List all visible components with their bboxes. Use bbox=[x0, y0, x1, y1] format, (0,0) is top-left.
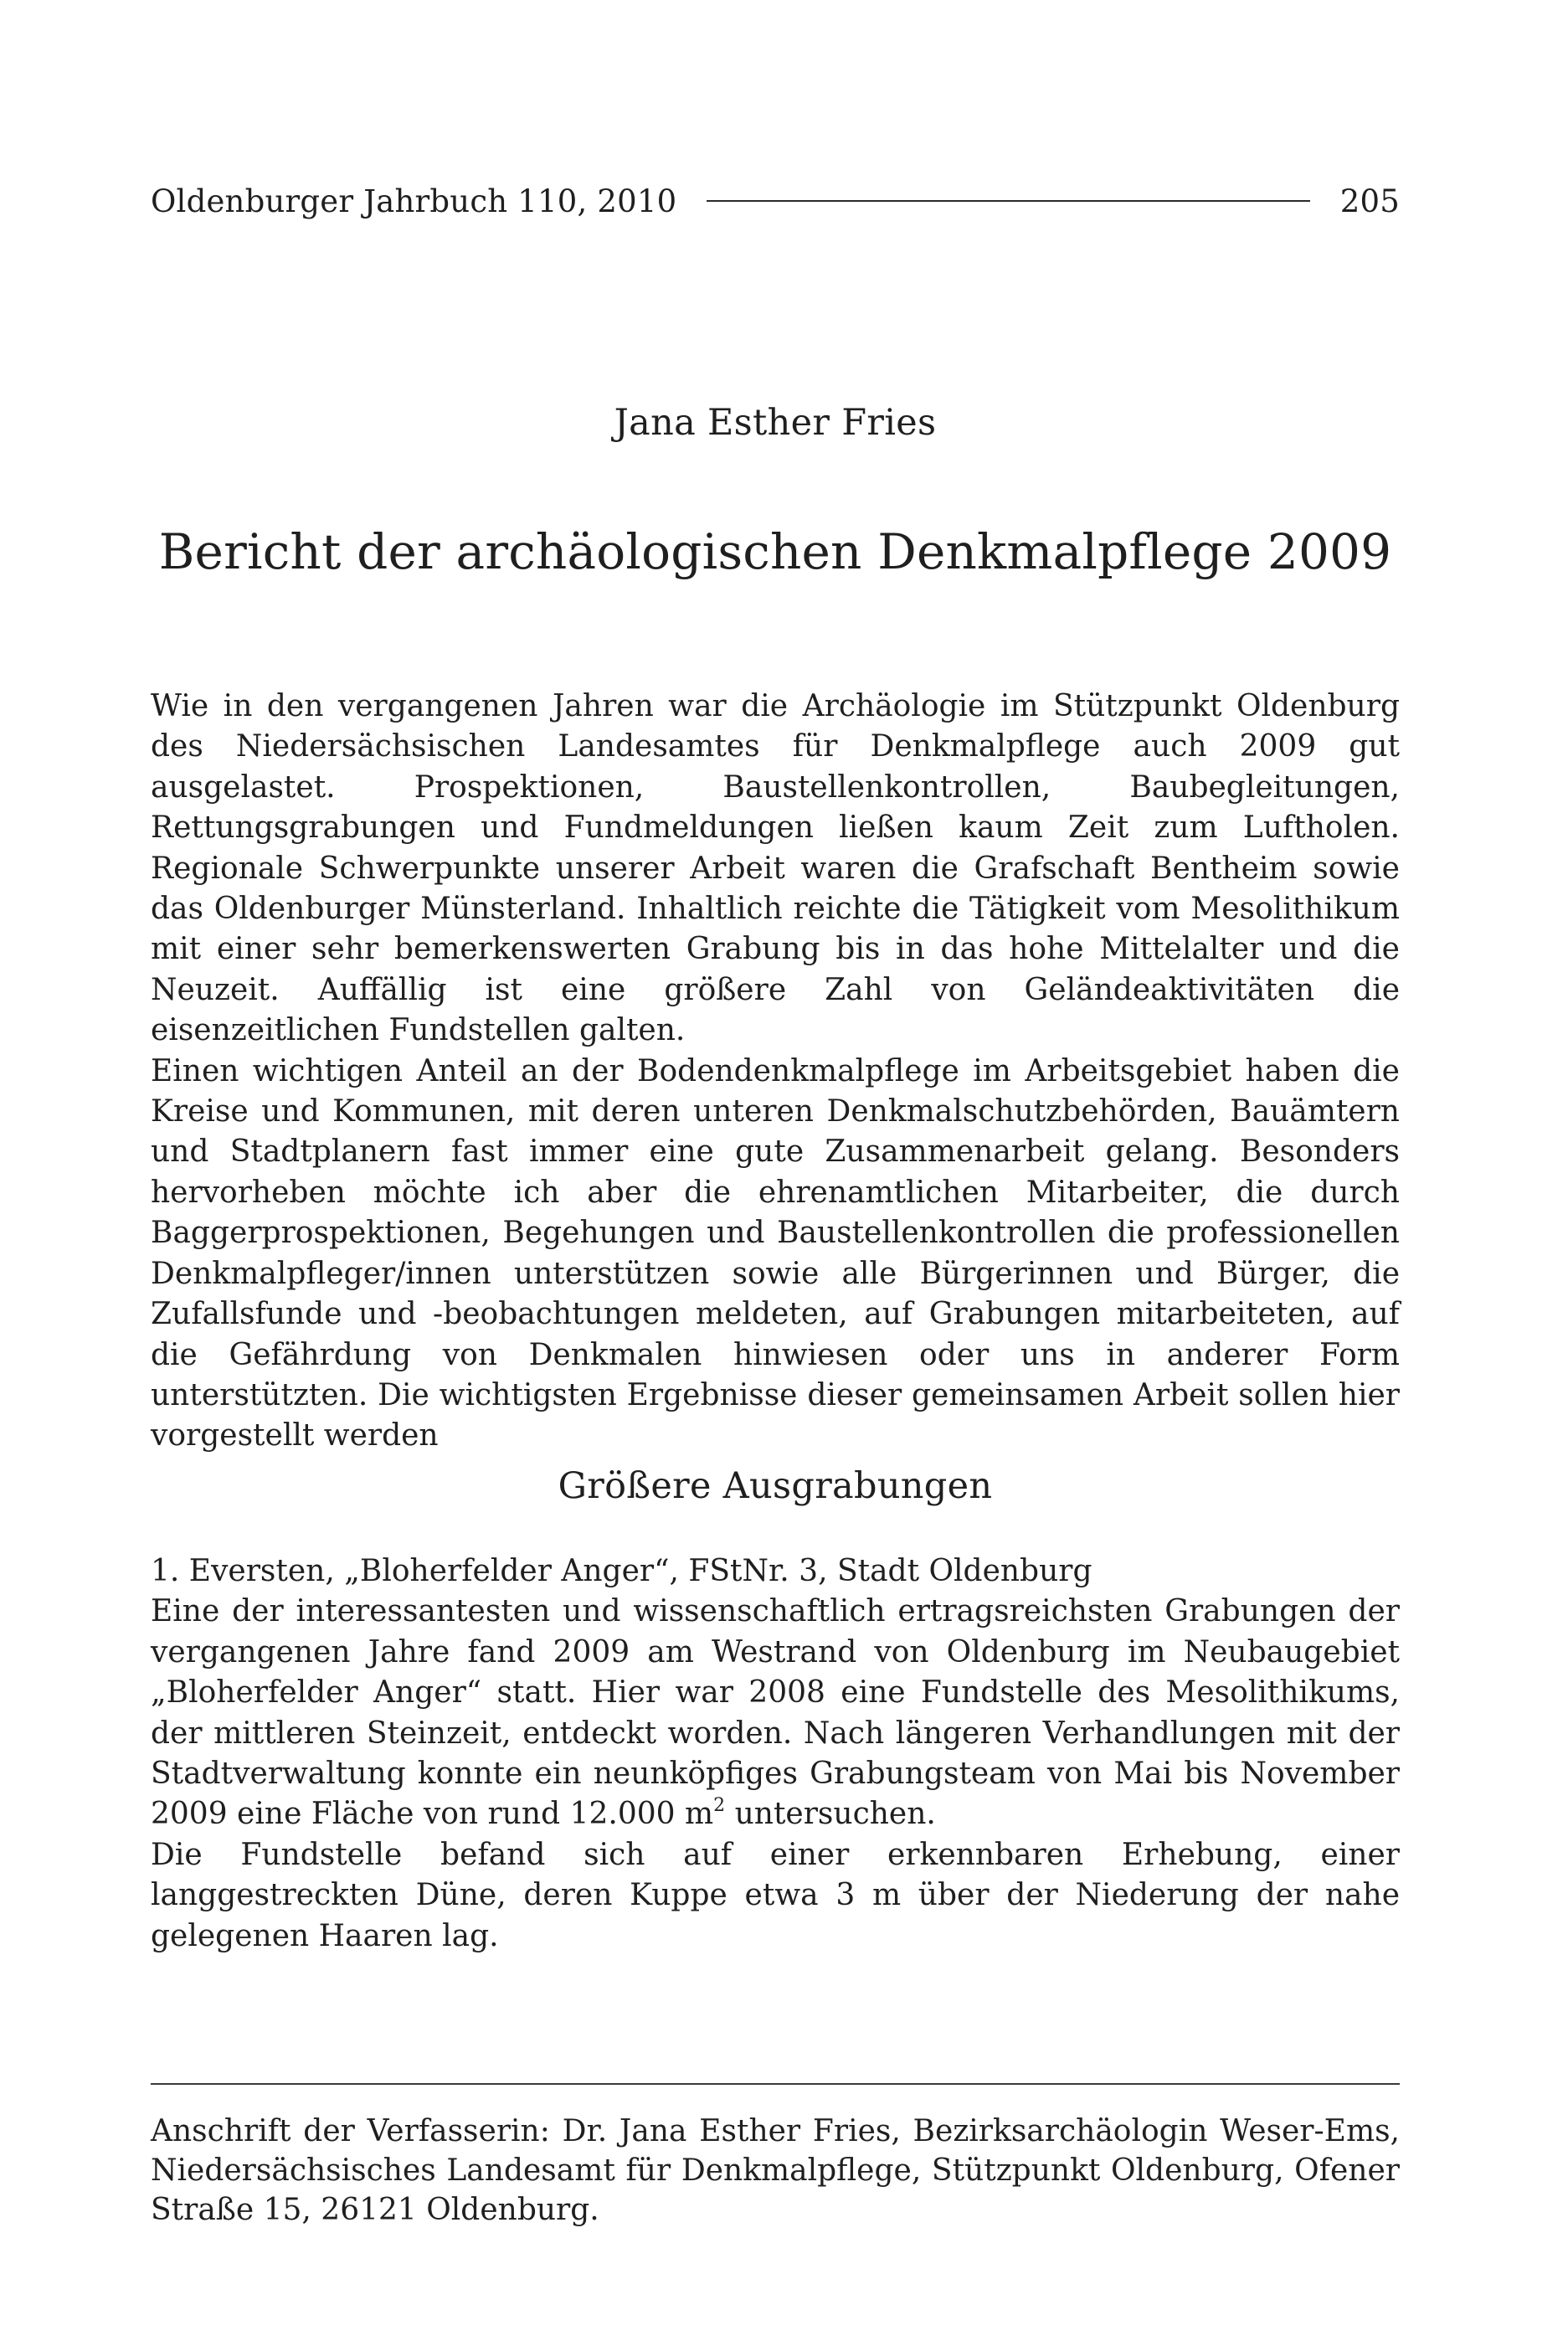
section-paragraph-1-text: Eine der interessantesten und wissenschaftlich ertragsreichsten Grabungen der vergangenen Jahre fand 2009 am Westrand von Oldenburg im Neubaugebiet „Bloherfelder Anger“ statt. Hier war 2008 eine Fundstelle des Mesolithikums, der mittleren Steinzeit, entdeckt worden. Nach längeren Verhandlungen mit der Stadtverwaltung konnte ein neunköpfiges Grabungsteam von Mai bis November 2009 eine Fläche von rund 12.000 m bbox=[151, 1594, 1400, 1832]
page-number: 205 bbox=[1339, 183, 1400, 219]
journal-title: Oldenburger Jahrbuch 110, 2010 bbox=[151, 183, 677, 219]
header-rule bbox=[707, 200, 1309, 202]
section-paragraph-2: Die Fundstelle befand sich auf einer erkennbaren Erhebung, einer langgestreckten Düne, deren Kuppe etwa 3 m über der Niederung der nahe gelegenen Haaren lag. bbox=[151, 1837, 1400, 1953]
section-paragraph-1-end: untersuchen. bbox=[725, 1797, 936, 1832]
section-text bbox=[151, 1551, 1400, 1957]
footnote-text: Anschrift der Verfasserin: Dr. Jana Esther Fries, Bezirksarchäologin Weser-Ems, Niedersächsisches Landesamt für Denkmalpflege, Stützpunkt Oldenburg, Ofener Straße 15, 26121 Oldenburg. bbox=[151, 2114, 1400, 2227]
author-address-footnote bbox=[151, 2112, 1400, 2230]
section-paragraph-1 bbox=[151, 1592, 1400, 1834]
area-unit-superscript: 2 bbox=[713, 1795, 726, 1817]
intro-paragraph-1: Wie in den vergangenen Jahren war die Archäologie im Stützpunkt Oldenburg des Niedersächsischen Landesamtes für Denkmalpflege auch 2009 gut ausgelastet. Prospektionen, Baustellenkontrollen, Baubegleitungen, Rettungsgrabungen und Fundmeldungen ließen kaum Zeit zum Luftholen. Regionale Schwerpunkte unserer Arbeit waren die Grafschaft Bentheim sowie das Oldenburger Münsterland. Inhaltlich reichte die Tätigkeit vom Mesolithikum mit einer sehr bemerkenswerten Grabung bis in das hohe Mittelalter und die Neuzeit. Auffällig ist eine größere Zahl von Geländeaktivitäten die eisenzeitlichen Fundstellen galten. bbox=[151, 689, 1400, 1048]
article-author: Jana Esther Fries bbox=[614, 402, 937, 444]
intro-text bbox=[151, 687, 1400, 1457]
running-header bbox=[151, 177, 1400, 224]
section-item-title: 1. Eversten, „Bloherfelder Anger“, FStNr. 3, Stadt Oldenburg bbox=[151, 1554, 1092, 1588]
article-title: Bericht der archäologischen Denkmalpflege 2009 bbox=[158, 523, 1392, 580]
section-heading: Größere Ausgrabungen bbox=[558, 1465, 993, 1507]
footnote-rule bbox=[151, 2083, 1400, 2085]
intro-paragraph-2: Einen wichtigen Anteil an der Bodendenkmalpflege im Arbeitsgebiet haben die Kreise und Kommunen, mit deren unteren Denkmalschutzbehörden, Bauämtern und Stadtplanern fast immer eine gute Zusammenarbeit gelang. Besonders hervorheben möchte ich aber die ehrenamtlichen Mitarbeiter, die durch Baggerprospektionen, Begehungen und Baustellenkontrollen die professionellen Denkmalpfleger/innen unterstützen sowie alle Bürgerinnen und Bürger, die Zufallsfunde und -beobachtungen meldeten, auf Grabungen mitarbeiteten, auf die Gefährdung von Denkmalen hinwiesen oder uns in anderer Form unterstützten. Die wichtigsten Ergebnisse dieser gemeinsamen Arbeit sollen hier vorgestellt werden bbox=[151, 1053, 1400, 1453]
